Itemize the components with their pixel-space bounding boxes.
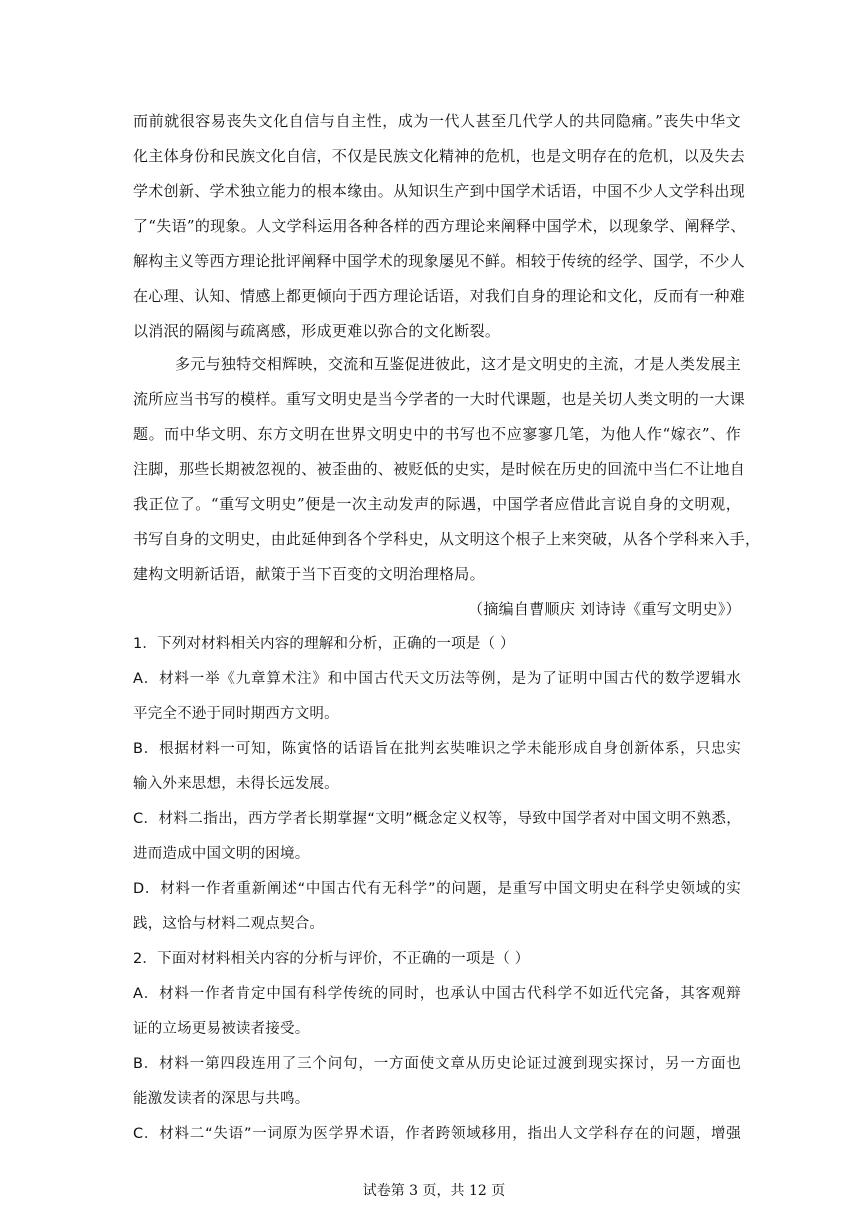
option-b-cont: 能激发读者的深思与共鸣。 [133, 1091, 310, 1107]
passage-line: 流所应当书写的模样。重写文明史是当今学者的一大时代课题，也是关切人类文明的一大课 [133, 390, 746, 408]
option-d-cont: 践，这恰与材料二观点契合。 [133, 916, 325, 932]
passage-line: 多元与独特交相辉映，交流和互鉴促进彼此，这才是文明史的主流，才是人类发展主 [175, 355, 742, 373]
option-b: B．根据材料一可知，陈寅恪的话语旨在批判玄奘唯识之学未能形成自身创新体系，只忠实 [133, 741, 741, 757]
option-a: A．材料一举《九章算术注》和中国古代天文历法等例，是为了证明中国古代的数学逻辑水 [133, 671, 741, 687]
passage-line: 以消泯的隔阂与疏离感，形成更难以弥合的文化断裂。 [133, 322, 501, 340]
passage-line: 注脚，那些长期被忽视的、被歪曲的、被贬低的史实，是时候在历史的回流中当仁不让地自 [133, 460, 746, 478]
option-a: A．材料一作者肯定中国有科学传统的同时，也承认中国古代科学不如近代完备，其客观辩 [133, 986, 741, 1002]
option-c-cont: 进而造成中国文明的困境。 [133, 846, 310, 862]
option-b: B．材料一第四段连用了三个问句，一方面使文章从历史论证过渡到现实探讨，另一方面也 [133, 1056, 741, 1072]
option-a-cont: 证的立场更易被读者接受。 [133, 1021, 310, 1037]
passage-line: 了“失语”的现象。人文学科运用各种各样的西方理论来阐释中国学术，以现象学、阐释学、 [133, 217, 746, 235]
option-d: D．材料一作者重新阐述“中国古代有无科学”的问题，是重写中国文明史在科学史领域的实 [133, 881, 741, 897]
passage-source: （摘编自曹顺庆 刘诗诗《重写文明史》） [468, 600, 741, 618]
passage-line: 在心理、认知、情感上都更倾向于西方理论话语，对我们自身的理论和文化，反而有一种难 [133, 287, 746, 305]
passage-line: 书写自身的文明史，由此延伸到各个学科史，从文明这个根子上来突破，从各个学科来入手， [133, 530, 761, 548]
passage-line: 解构主义等西方理论批评阐释中国学术的现象屡见不鲜。相较于传统的经学、国学，不少人 [133, 252, 746, 270]
passage-line: 我正位了。“重写文明史”便是一次主动发声的际遇，中国学者应借此言说自身的文明观， [133, 495, 741, 513]
passage-line: 学术创新、学术独立能力的根本缘由。从知识生产到中国学术话语，中国不少人文学科出现 [133, 182, 746, 200]
option-c: C．材料二指出，西方学者长期掌握“文明”概念定义权等，导致中国学者对中国文明不熟悉， [133, 811, 741, 827]
option-a-cont: 平完全不逊于同时期西方文明。 [133, 706, 339, 722]
page-footer: 试卷第 3 页，共 12 页 [362, 1183, 506, 1199]
question-stem: 2．下面对材料相关内容的分析与评价，不正确的一项是（ ） [133, 951, 530, 967]
question-stem: 1．下列对材料相关内容的理解和分析，正确的一项是（ ） [133, 636, 515, 652]
passage-line: 建构文明新话语，献策于当下百变的文明治理格局。 [133, 565, 485, 583]
passage-line: 化主体身份和民族文化自信，不仅是民族文化精神的危机，也是文明存在的危机，以及失去 [133, 147, 746, 165]
option-b-cont: 输入外来思想，未得长远发展。 [133, 776, 339, 792]
option-c: C．材料二“失语”一词原为医学界术语，作者跨领域移用，指出人文学科存在的问题，增强 [133, 1126, 741, 1142]
passage-line: 而前就很容易丧失文化自信与自主性，成为一代人甚至几代学人的共同隐痛。”丧失中华文 [133, 112, 741, 130]
passage-line: 题。而中华文明、东方文明在世界文明史中的书写也不应寥寥几笔，为他人作“嫁衣”、作 [133, 425, 741, 443]
